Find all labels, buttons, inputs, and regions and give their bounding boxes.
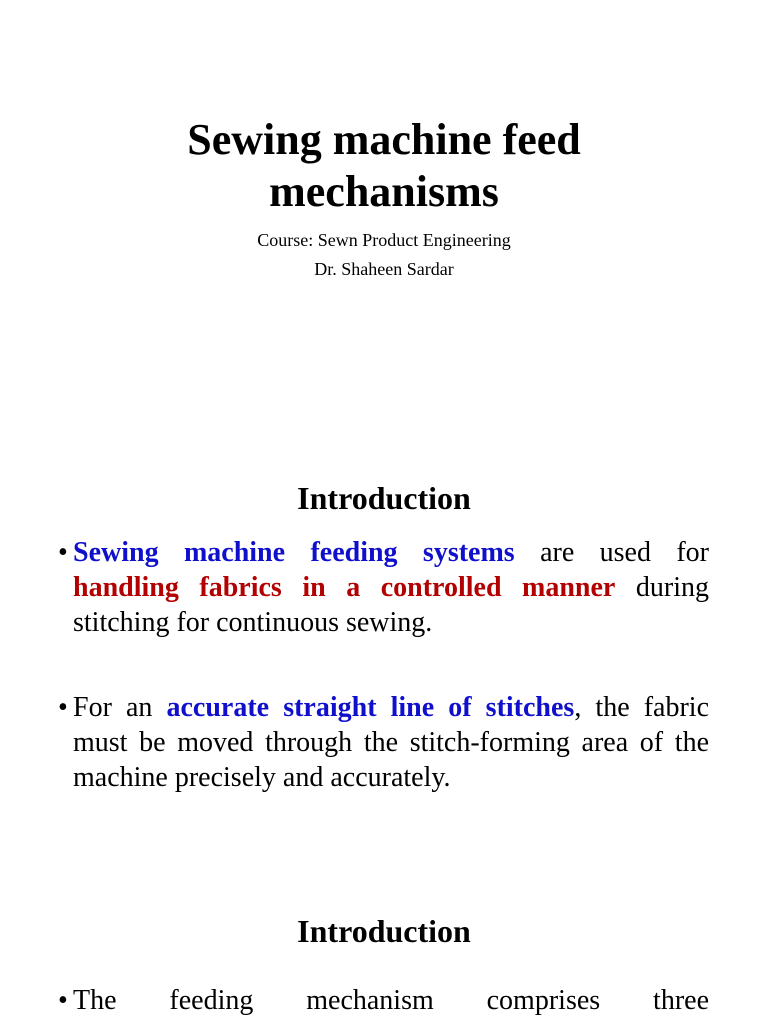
title-slide [0,0,768,300]
author-subtitle: Dr. Shaheen Sardar [314,259,454,279]
introduction-bullets [58,535,709,795]
slide-title-line-1: Sewing machine feed [187,115,581,164]
bullet-icon: • [58,692,68,723]
bullet-icon: • [58,985,68,1016]
bullet-text: are used for [514,537,710,568]
highlight-straight-line: accurate straight line of stitches [166,692,575,723]
bullet-text: , the fabric must be moved through the stitch-forming area of the machine precisely and accurately. [73,692,709,793]
slide-title-line-2: mechanisms [269,167,499,216]
bullet-icon: • [58,537,68,568]
course-subtitle: Course: Sewn Product Engineering [257,230,511,250]
bullet-text: The feeding mechanism comprises three [73,985,709,1016]
slide-title [0,114,768,218]
highlight-feeding-systems: Sewing machine feeding systems [73,537,515,568]
list-item [58,983,709,1018]
introduction-heading: Introduction [297,480,471,516]
introduction-heading-2: Introduction [297,913,471,949]
bullet-text: during stitching for continuous sewing. [73,572,709,638]
introduction-bullets-2 [58,983,709,1018]
list-item [58,690,709,795]
list-item [58,535,709,640]
highlight-handling-fabrics: handling fabrics in a controlled manner [73,572,616,603]
bullet-text: For an [73,692,167,723]
